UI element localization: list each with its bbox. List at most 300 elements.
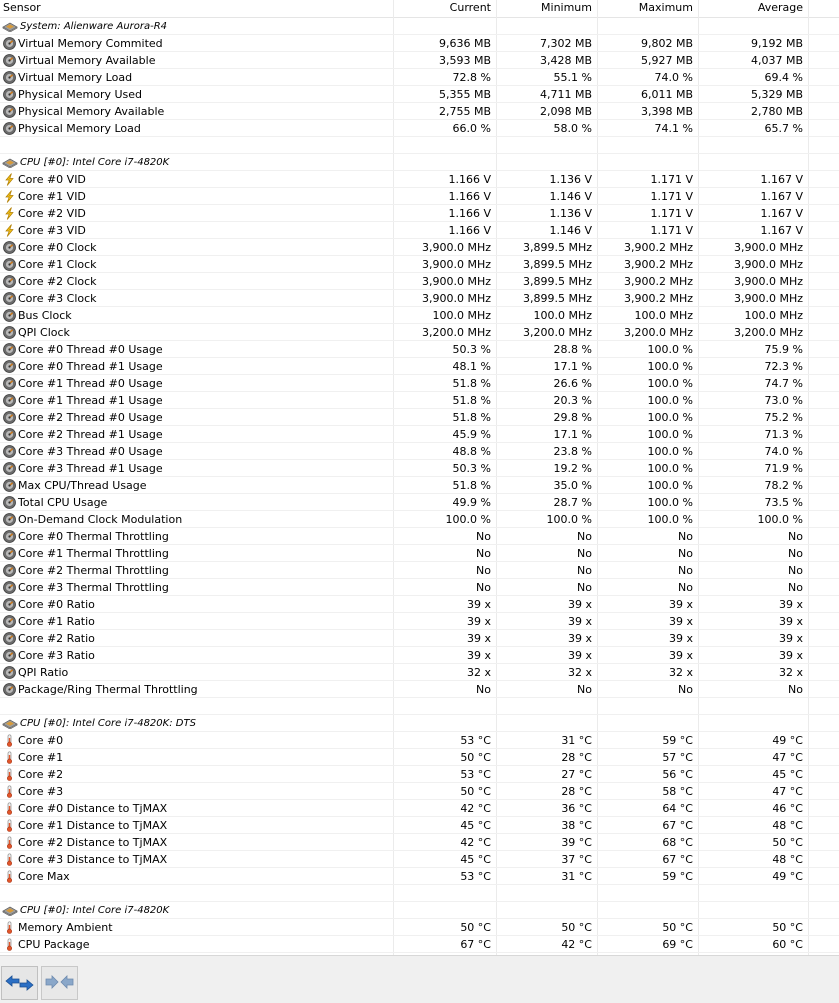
gauge-icon <box>3 377 16 390</box>
average-value: 3,900.0 MHz <box>733 241 803 254</box>
sensor-name: Core #3 Distance to TjMAX <box>18 853 168 866</box>
average-value: 3,200.0 MHz <box>733 326 803 339</box>
minimum-value: 28.8 % <box>553 343 592 356</box>
table-row[interactable] <box>0 426 839 443</box>
table-row[interactable] <box>0 630 839 647</box>
table-row[interactable] <box>0 936 839 953</box>
maximum-value: 100.0 % <box>647 496 693 509</box>
average-value: 3,900.0 MHz <box>733 258 803 271</box>
average-value: No <box>788 547 803 560</box>
average-value: 9,192 MB <box>750 37 803 50</box>
current-value: 9,636 MB <box>438 37 491 50</box>
gauge-icon <box>3 360 16 373</box>
sensor-name: Core Max <box>18 870 70 883</box>
switch-view-button[interactable] <box>1 966 38 1000</box>
chip-icon <box>2 905 18 916</box>
table-row[interactable] <box>0 817 839 834</box>
average-value: No <box>788 581 803 594</box>
sensor-name: Physical Memory Available <box>18 105 165 118</box>
lightning-bolt-icon <box>3 224 16 237</box>
sensor-name: Core #2 Thread #0 Usage <box>18 411 163 424</box>
table-row[interactable] <box>0 919 839 936</box>
thermometer-icon <box>3 802 16 815</box>
average-value: 5,329 MB <box>750 88 803 101</box>
table-row[interactable] <box>0 613 839 630</box>
table-row[interactable] <box>0 324 839 341</box>
lightning-bolt-icon <box>3 207 16 220</box>
average-value: 74.7 % <box>764 377 803 390</box>
gauge-icon <box>3 496 16 509</box>
table-row[interactable] <box>0 511 839 528</box>
minimum-value: 2,098 MB <box>539 105 592 118</box>
current-value: 50 °C <box>460 921 491 934</box>
sensor-name: Virtual Memory Load <box>18 71 133 84</box>
gauge-icon <box>3 122 16 135</box>
minimum-value: 1.146 V <box>549 224 592 237</box>
gauge-icon <box>3 683 16 696</box>
group-label: CPU [#0]: Intel Core i7-4820K <box>20 157 170 168</box>
minimum-value: No <box>577 581 592 594</box>
average-value: 39 x <box>778 615 803 628</box>
current-value: 3,900.0 MHz <box>421 292 491 305</box>
sensor-name: CPU Package <box>18 938 90 951</box>
minimum-value: 28.7 % <box>553 496 592 509</box>
table-row[interactable] <box>0 749 839 766</box>
average-value: 1.167 V <box>760 207 803 220</box>
current-value: 1.166 V <box>448 190 491 203</box>
average-value: 49 °C <box>772 870 803 883</box>
table-row[interactable] <box>0 868 839 885</box>
gauge-icon <box>3 666 16 679</box>
current-value: 2,755 MB <box>438 105 491 118</box>
minimum-value: 35.0 % <box>553 479 592 492</box>
minimum-value: 29.8 % <box>553 411 592 424</box>
average-value: 50 °C <box>772 921 803 934</box>
maximum-value: 1.171 V <box>650 173 693 186</box>
maximum-value: 74.0 % <box>654 71 693 84</box>
minimum-value: 17.1 % <box>553 360 592 373</box>
average-value: 47 °C <box>772 751 803 764</box>
table-row[interactable] <box>0 86 839 103</box>
gauge-icon <box>3 649 16 662</box>
table-row[interactable] <box>0 239 839 256</box>
gauge-icon <box>3 105 16 118</box>
average-value: 73.5 % <box>764 496 803 509</box>
table-row[interactable] <box>0 358 839 375</box>
minimum-value: 39 x <box>567 615 592 628</box>
header-average[interactable]: Average <box>757 1 803 14</box>
maximum-value: 39 x <box>668 615 693 628</box>
table-row[interactable] <box>0 171 839 188</box>
average-value: 78.2 % <box>764 479 803 492</box>
maximum-value: 69 °C <box>662 938 693 951</box>
gauge-icon <box>3 54 16 67</box>
minimum-value: 50 °C <box>561 921 592 934</box>
sensor-name: Virtual Memory Commited <box>18 37 163 50</box>
sensor-name: Core #3 VID <box>18 224 86 237</box>
table-row[interactable] <box>0 52 839 69</box>
maximum-value: 59 °C <box>662 734 693 747</box>
minimum-value: 28 °C <box>561 751 592 764</box>
average-value: 45 °C <box>772 768 803 781</box>
current-value: 39 x <box>466 632 491 645</box>
gauge-icon <box>3 309 16 322</box>
table-row[interactable] <box>0 341 839 358</box>
sensor-name: Core #0 Thermal Throttling <box>18 530 169 543</box>
table-row[interactable] <box>0 664 839 681</box>
table-row[interactable] <box>0 800 839 817</box>
average-value: 100.0 MHz <box>744 309 803 322</box>
minimum-value: 36 °C <box>561 802 592 815</box>
table-row[interactable] <box>0 528 839 545</box>
minimum-value: No <box>577 530 592 543</box>
current-value: 50 °C <box>460 785 491 798</box>
group-label: System: Alienware Aurora-R4 <box>20 21 168 32</box>
current-value: 67 °C <box>460 938 491 951</box>
sensor-name: Core #1 Distance to TjMAX <box>18 819 168 832</box>
table-row[interactable] <box>0 681 839 698</box>
maximum-value: 1.171 V <box>650 207 693 220</box>
maximum-value: 100.0 % <box>647 377 693 390</box>
sensor-name: Core #0 <box>18 734 64 747</box>
current-value: No <box>476 564 491 577</box>
gauge-icon <box>3 462 16 475</box>
average-value: 48 °C <box>772 853 803 866</box>
minimum-value: 4,711 MB <box>539 88 592 101</box>
table-row[interactable] <box>0 409 839 426</box>
table-row[interactable] <box>0 392 839 409</box>
current-value: 3,900.0 MHz <box>421 258 491 271</box>
average-value: No <box>788 683 803 696</box>
current-value: 1.166 V <box>448 207 491 220</box>
average-value: 1.167 V <box>760 173 803 186</box>
lightning-bolt-icon <box>3 173 16 186</box>
sensor-name: Core #2 Thread #1 Usage <box>18 428 163 441</box>
sensor-name: Core #2 Thermal Throttling <box>18 564 169 577</box>
average-value: No <box>788 564 803 577</box>
table-row[interactable] <box>0 579 839 596</box>
group-row[interactable] <box>0 902 839 919</box>
average-value: 75.2 % <box>764 411 803 424</box>
thermometer-icon <box>3 768 16 781</box>
sensor-name: Total CPU Usage <box>18 496 108 509</box>
table-row[interactable] <box>0 851 839 868</box>
group-row[interactable] <box>0 715 839 732</box>
table-row[interactable] <box>0 596 839 613</box>
sensor-name: Core #2 VID <box>18 207 86 220</box>
maximum-value: 3,398 MB <box>640 105 693 118</box>
average-value: 1.167 V <box>760 190 803 203</box>
minimum-value: 3,899.5 MHz <box>522 258 592 271</box>
maximum-value: 100.0 % <box>647 411 693 424</box>
gauge-icon <box>3 71 16 84</box>
current-value: 1.166 V <box>448 224 491 237</box>
table-row[interactable] <box>0 545 839 562</box>
maximum-value: 39 x <box>668 649 693 662</box>
minimum-value: 39 x <box>567 632 592 645</box>
minimum-value: 55.1 % <box>553 71 592 84</box>
gauge-icon <box>3 632 16 645</box>
lightning-bolt-icon <box>3 190 16 203</box>
maximum-value: 9,802 MB <box>640 37 693 50</box>
maximum-value: 3,900.2 MHz <box>623 241 693 254</box>
current-value: 42 °C <box>460 836 491 849</box>
current-value: 50.3 % <box>452 462 491 475</box>
current-value: 3,200.0 MHz <box>421 326 491 339</box>
average-value: 39 x <box>778 649 803 662</box>
maximum-value: 32 x <box>668 666 693 679</box>
minimum-value: No <box>577 547 592 560</box>
current-value: 39 x <box>466 615 491 628</box>
gauge-icon <box>3 394 16 407</box>
sensor-name: Core #0 Thread #0 Usage <box>18 343 163 356</box>
table-row[interactable] <box>0 35 839 52</box>
current-value: 100.0 MHz <box>432 309 491 322</box>
sensor-name: Core #3 Thread #1 Usage <box>18 462 163 475</box>
minimum-value: 100.0 % <box>546 513 592 526</box>
maximum-value: 6,011 MB <box>640 88 693 101</box>
sensor-name: Core #2 <box>18 768 64 781</box>
arrows-left-right-icon <box>2 967 37 999</box>
table-row[interactable] <box>0 307 839 324</box>
table-row[interactable] <box>0 783 839 800</box>
gauge-icon <box>3 445 16 458</box>
minimum-value: 7,302 MB <box>539 37 592 50</box>
gauge-icon <box>3 598 16 611</box>
minimum-value: 23.8 % <box>553 445 592 458</box>
maximum-value: 67 °C <box>662 853 693 866</box>
average-value: 69.4 % <box>764 71 803 84</box>
gauge-icon <box>3 88 16 101</box>
sensor-name: Core #0 Distance to TjMAX <box>18 802 168 815</box>
average-value: 71.9 % <box>764 462 803 475</box>
collapse-view-button[interactable] <box>41 966 78 1000</box>
header-maximum[interactable]: Maximum <box>638 1 693 14</box>
minimum-value: 37 °C <box>561 853 592 866</box>
minimum-value: 27 °C <box>561 768 592 781</box>
sensor-name: Core #1 Ratio <box>18 615 95 628</box>
current-value: 49.9 % <box>452 496 491 509</box>
gauge-icon <box>3 343 16 356</box>
average-value: 32 x <box>778 666 803 679</box>
current-value: 53 °C <box>460 768 491 781</box>
bottom-toolbar <box>0 955 839 1003</box>
sensor-name: Bus Clock <box>18 309 72 322</box>
thermometer-icon <box>3 785 16 798</box>
average-value: 71.3 % <box>764 428 803 441</box>
thermometer-icon <box>3 921 16 934</box>
minimum-value: 26.6 % <box>553 377 592 390</box>
current-value: 1.166 V <box>448 173 491 186</box>
current-value: No <box>476 581 491 594</box>
current-value: 45 °C <box>460 853 491 866</box>
table-row[interactable] <box>0 494 839 511</box>
current-value: 51.8 % <box>452 394 491 407</box>
table-header <box>0 0 839 18</box>
table-row[interactable] <box>0 290 839 307</box>
spacer-row <box>0 698 839 715</box>
current-value: 32 x <box>466 666 491 679</box>
minimum-value: 1.136 V <box>549 173 592 186</box>
spacer-row <box>0 137 839 154</box>
maximum-value: 3,900.2 MHz <box>623 258 693 271</box>
sensor-name: On-Demand Clock Modulation <box>18 513 183 526</box>
table-row[interactable] <box>0 766 839 783</box>
table-row[interactable] <box>0 732 839 749</box>
gauge-icon <box>3 428 16 441</box>
thermometer-icon <box>3 751 16 764</box>
table-row[interactable] <box>0 562 839 579</box>
thermometer-icon <box>3 836 16 849</box>
minimum-value: 58.0 % <box>553 122 592 135</box>
sensor-name: Core #2 Ratio <box>18 632 95 645</box>
minimum-value: No <box>577 683 592 696</box>
chip-icon <box>2 21 18 32</box>
sensor-name: Core #1 Thread #1 Usage <box>18 394 163 407</box>
header-sensor[interactable]: Sensor <box>3 1 41 14</box>
average-value: 3,900.0 MHz <box>733 292 803 305</box>
minimum-value: 3,899.5 MHz <box>522 241 592 254</box>
sensor-name: Max CPU/Thread Usage <box>18 479 147 492</box>
maximum-value: No <box>678 683 693 696</box>
maximum-value: 59 °C <box>662 870 693 883</box>
current-value: No <box>476 683 491 696</box>
chip-icon <box>2 718 18 729</box>
average-value: 2,780 MB <box>750 105 803 118</box>
sensor-name: Core #0 Ratio <box>18 598 95 611</box>
sensor-name: Virtual Memory Available <box>18 54 156 67</box>
table-row[interactable] <box>0 205 839 222</box>
current-value: 3,900.0 MHz <box>421 275 491 288</box>
average-value: 73.0 % <box>764 394 803 407</box>
gauge-icon <box>3 581 16 594</box>
average-value: 75.9 % <box>764 343 803 356</box>
group-row[interactable] <box>0 18 839 35</box>
table-row[interactable] <box>0 256 839 273</box>
gauge-icon <box>3 275 16 288</box>
sensor-name: Core #1 Thread #0 Usage <box>18 377 163 390</box>
current-value: 50 °C <box>460 751 491 764</box>
average-value: 39 x <box>778 632 803 645</box>
table-row[interactable] <box>0 443 839 460</box>
maximum-value: 3,900.2 MHz <box>623 292 693 305</box>
maximum-value: 39 x <box>668 598 693 611</box>
average-value: 1.167 V <box>760 224 803 237</box>
minimum-value: 39 °C <box>561 836 592 849</box>
minimum-value: 3,899.5 MHz <box>522 292 592 305</box>
current-value: 53 °C <box>460 870 491 883</box>
header-current[interactable]: Current <box>449 1 491 14</box>
sensor-name: Core #0 VID <box>18 173 86 186</box>
maximum-value: 3,200.0 MHz <box>623 326 693 339</box>
maximum-value: 74.1 % <box>654 122 693 135</box>
minimum-value: 3,200.0 MHz <box>522 326 592 339</box>
current-value: 5,355 MB <box>438 88 491 101</box>
maximum-value: 100.0 % <box>647 343 693 356</box>
table-row[interactable] <box>0 69 839 86</box>
average-value: 100.0 % <box>757 513 803 526</box>
maximum-value: No <box>678 581 693 594</box>
maximum-value: No <box>678 564 693 577</box>
current-value: 50.3 % <box>452 343 491 356</box>
group-row[interactable] <box>0 154 839 171</box>
gauge-icon <box>3 513 16 526</box>
sensor-name: Core #3 <box>18 785 64 798</box>
maximum-value: 100.0 % <box>647 360 693 373</box>
maximum-value: 1.171 V <box>650 224 693 237</box>
average-value: 46 °C <box>772 802 803 815</box>
maximum-value: 67 °C <box>662 819 693 832</box>
maximum-value: 100.0 % <box>647 513 693 526</box>
maximum-value: 100.0 % <box>647 428 693 441</box>
header-minimum[interactable]: Minimum <box>541 1 592 14</box>
current-value: 53 °C <box>460 734 491 747</box>
current-value: 51.8 % <box>452 411 491 424</box>
average-value: 65.7 % <box>764 122 803 135</box>
table-row[interactable] <box>0 477 839 494</box>
table-row[interactable] <box>0 273 839 290</box>
sensor-name: Core #0 Clock <box>18 241 97 254</box>
gauge-icon <box>3 241 16 254</box>
minimum-value: 19.2 % <box>553 462 592 475</box>
table-row[interactable] <box>0 834 839 851</box>
average-value: 39 x <box>778 598 803 611</box>
thermometer-icon <box>3 870 16 883</box>
current-value: 3,593 MB <box>438 54 491 67</box>
minimum-value: 32 x <box>567 666 592 679</box>
current-value: 51.8 % <box>452 479 491 492</box>
maximum-value: No <box>678 547 693 560</box>
minimum-value: 3,428 MB <box>539 54 592 67</box>
average-value: 47 °C <box>772 785 803 798</box>
thermometer-icon <box>3 938 16 951</box>
sensor-name: Core #1 Clock <box>18 258 97 271</box>
minimum-value: 3,899.5 MHz <box>522 275 592 288</box>
current-value: 66.0 % <box>452 122 491 135</box>
maximum-value: 100.0 % <box>647 462 693 475</box>
sensor-name: Core #1 VID <box>18 190 86 203</box>
group-label: CPU [#0]: Intel Core i7-4820K: DTS <box>20 718 196 729</box>
minimum-value: 100.0 MHz <box>533 309 592 322</box>
maximum-value: 57 °C <box>662 751 693 764</box>
average-value: No <box>788 530 803 543</box>
minimum-value: 1.146 V <box>549 190 592 203</box>
minimum-value: 39 x <box>567 649 592 662</box>
table-row[interactable] <box>0 222 839 239</box>
table-row[interactable] <box>0 375 839 392</box>
current-value: 48.1 % <box>452 360 491 373</box>
minimum-value: 28 °C <box>561 785 592 798</box>
thermometer-icon <box>3 734 16 747</box>
maximum-value: 64 °C <box>662 802 693 815</box>
table-row[interactable] <box>0 120 839 137</box>
sensor-name: Memory Ambient <box>18 921 113 934</box>
table-row[interactable] <box>0 460 839 477</box>
maximum-value: 56 °C <box>662 768 693 781</box>
table-row[interactable] <box>0 188 839 205</box>
gauge-icon <box>3 564 16 577</box>
sensor-name: QPI Ratio <box>18 666 69 679</box>
table-row[interactable] <box>0 103 839 120</box>
average-value: 60 °C <box>772 938 803 951</box>
gauge-icon <box>3 530 16 543</box>
minimum-value: 39 x <box>567 598 592 611</box>
minimum-value: 38 °C <box>561 819 592 832</box>
table-row[interactable] <box>0 647 839 664</box>
gauge-icon <box>3 37 16 50</box>
minimum-value: 1.136 V <box>549 207 592 220</box>
sensor-name: Core #3 Thermal Throttling <box>18 581 169 594</box>
